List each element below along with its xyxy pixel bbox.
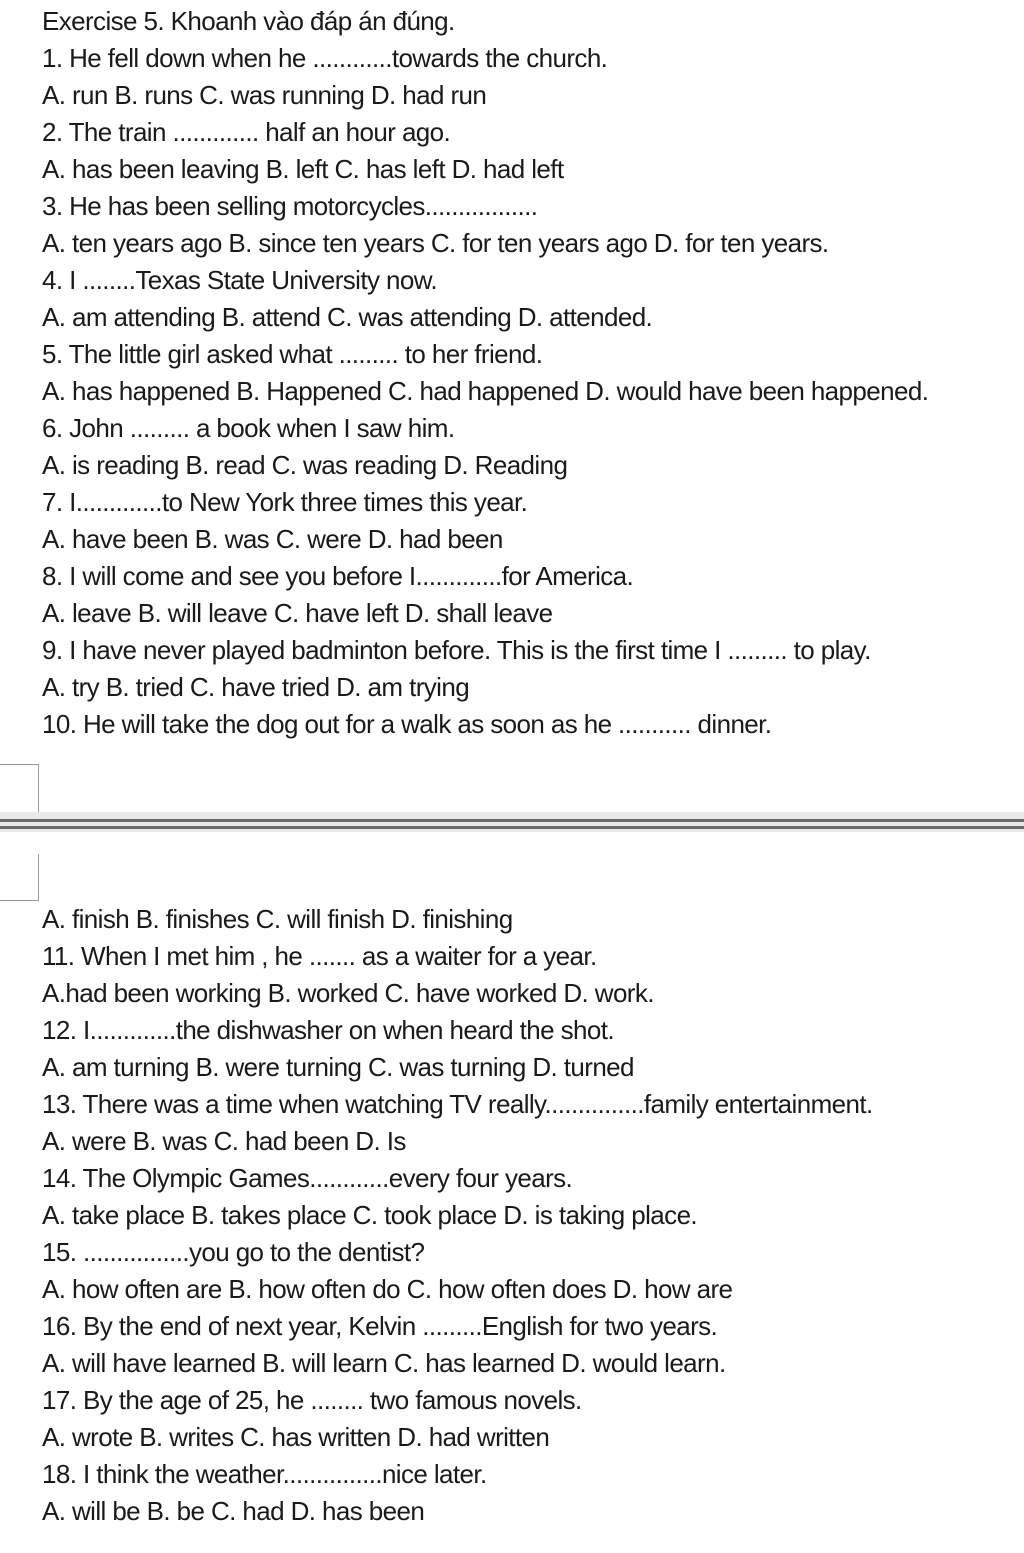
page-corner-mark xyxy=(0,854,39,901)
list-item: A. ten years ago B. since ten years C. for ten years ago D. for ten years. xyxy=(42,228,829,258)
list-item: 9. I have never played badminton before. This is the first time I ......... to play. xyxy=(42,635,871,665)
list-item: A. try B. tried C. have tried D. am trying xyxy=(42,672,470,702)
list-item: A. am turning B. were turning C. was turning D. turned xyxy=(42,1052,634,1082)
page-break-gap xyxy=(0,812,1024,834)
list-item: 1. He fell down when he ............towards the church. xyxy=(42,43,608,73)
list-item: 2. The train ............. half an hour ago. xyxy=(42,117,451,147)
list-item: 6. John ......... a book when I saw him. xyxy=(42,413,455,443)
list-item: A. take place B. takes place C. took place D. is taking place. xyxy=(42,1200,698,1230)
list-item: 12. I.............the dishwasher on when heard the shot. xyxy=(42,1015,614,1045)
page-break-line xyxy=(0,819,1024,822)
list-item: A. how often are B. how often do C. how often does D. how are xyxy=(42,1274,733,1304)
list-item: A. is reading B. read C. was reading D. Reading xyxy=(42,450,568,480)
list-item: 7. I.............to New York three times this year. xyxy=(42,487,528,517)
list-item: 3. He has been selling motorcycles................. xyxy=(42,191,538,221)
exercise-title: Exercise 5. Khoanh vào đáp án đúng. xyxy=(42,6,455,36)
list-item: 17. By the age of 25, he ........ two famous novels. xyxy=(42,1385,582,1415)
list-item: A. wrote B. writes C. has written D. had written xyxy=(42,1422,550,1452)
list-item: A. has been leaving B. left C. has left D. had left xyxy=(42,154,564,184)
list-item: 18. I think the weather...............nice later. xyxy=(42,1459,487,1489)
list-item: 14. The Olympic Games............every four years. xyxy=(42,1163,573,1193)
list-item: 13. There was a time when watching TV really...............family entertainment. xyxy=(42,1089,873,1119)
list-item: 15. ................you go to the dentist? xyxy=(42,1237,425,1267)
list-item: 11. When I met him , he ....... as a waiter for a year. xyxy=(42,941,597,971)
list-item: A.had been working B. worked C. have worked D. work. xyxy=(42,978,654,1008)
list-item: A. leave B. will leave C. have left D. shall leave xyxy=(42,598,553,628)
list-item: A. has happened B. Happened C. had happened D. would have been happened. xyxy=(42,376,929,406)
page-break-line xyxy=(0,826,1024,829)
list-item: 5. The little girl asked what ......... to her friend. xyxy=(42,339,543,369)
list-item: 10. He will take the dog out for a walk as soon as he ........... dinner. xyxy=(42,709,772,739)
list-item: A. run B. runs C. was running D. had run xyxy=(42,80,487,110)
list-item: 8. I will come and see you before I.............for America. xyxy=(42,561,634,591)
list-item: A. have been B. was C. were D. had been xyxy=(42,524,503,554)
list-item: 4. I ........Texas State University now. xyxy=(42,265,438,295)
page-corner-mark xyxy=(0,764,39,813)
list-item: A. finish B. finishes C. will finish D. finishing xyxy=(42,904,513,934)
list-item: A. were B. was C. had been D. Is xyxy=(42,1126,406,1156)
question-list-top xyxy=(42,40,928,743)
list-item: A. am attending B. attend C. was attending D. attended. xyxy=(42,302,653,332)
list-item: A. will be B. be C. had D. has been xyxy=(42,1496,425,1526)
list-item: 16. By the end of next year, Kelvin .........English for two years. xyxy=(42,1311,718,1341)
list-item: A. will have learned B. will learn C. has learned D. would learn. xyxy=(42,1348,726,1378)
question-list-bottom xyxy=(42,901,873,1530)
document-page-bottom xyxy=(0,832,1024,1553)
